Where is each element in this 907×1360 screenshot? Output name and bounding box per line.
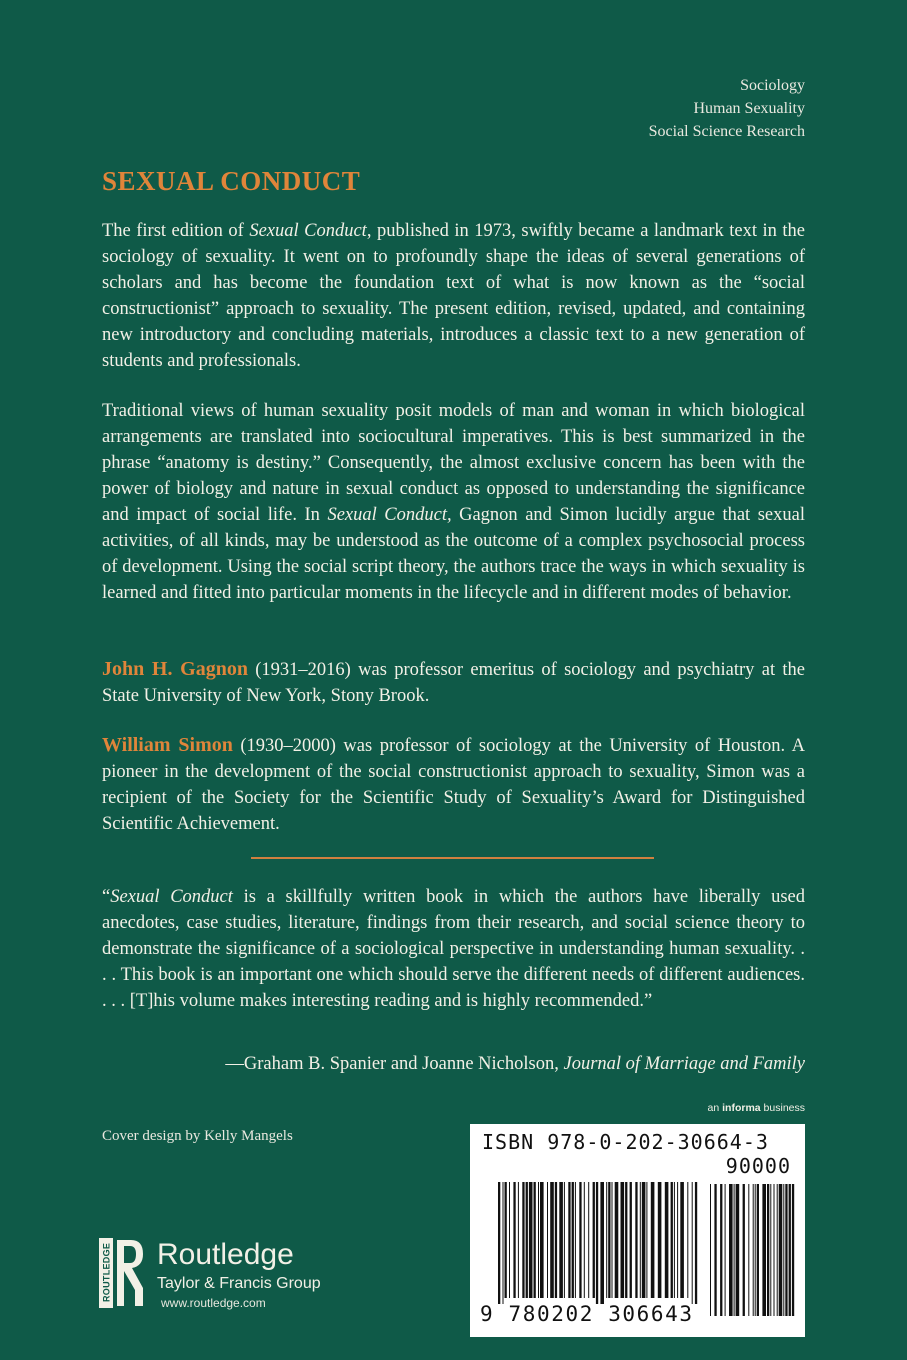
addon-bar: [762, 1184, 766, 1316]
review-quote: “Sexual Conduct is a skillfully written book in which the authors have liberally used anecdotes, case studies, literature, findings from their research, and social science theory to demonstrate the significance of a sociological perspective in understanding human sexuality. . . . This book is an important one which should serve the different needs of different audiences. . . . [T]his volume makes interesting reading and is highly recommended.”: [102, 887, 805, 1011]
author-bio-gagnon: John H. Gagnon (1931–2016) was professor emeritus of sociology and psychiatry at the State University of New York, Stony Brook.: [102, 658, 805, 706]
barcode-bar: [555, 1182, 557, 1298]
addon-bar: [783, 1184, 784, 1316]
barcode-bar: [612, 1182, 613, 1298]
barcode-bar: [522, 1182, 524, 1298]
addon-bar: [725, 1184, 726, 1316]
addon-bar: [777, 1184, 778, 1316]
barcode-bar: [498, 1182, 500, 1304]
informa-business-tag: an informa business: [707, 1102, 805, 1114]
addon-bar: [767, 1184, 769, 1316]
barcode-bar: [695, 1182, 697, 1304]
barcode-bar: [640, 1182, 641, 1298]
subject-human-sexuality: Human Sexuality: [693, 100, 805, 117]
addon-bar: [729, 1184, 733, 1316]
addon-bar: [755, 1184, 756, 1316]
barcode-bar: [534, 1182, 536, 1298]
author-name: John H. Gagnon: [102, 658, 248, 680]
barcode-bar: [572, 1182, 574, 1298]
barcode-bar: [593, 1182, 595, 1298]
cover-design-credit: Cover design by Kelly Mangels: [102, 1128, 293, 1144]
barcode-bar: [658, 1182, 662, 1298]
barcode-bar: [651, 1182, 655, 1298]
description-paragraph-1: The first edition of Sexual Conduct, published in 1973, swiftly became a landmark text in the sociology of sexuality. It went on to profoundly shape the ideas of several generations of scholars and has become the foundation text of what is now known as the “social constructionist” approach to sexuality. The present edition, revised, updated, and containing new introductory and concluding materials, introduces a classic text to a new generation of students and professionals.: [102, 221, 805, 371]
barcode-bar: [575, 1182, 576, 1298]
addon-bar: [736, 1184, 740, 1316]
subject-sociology: Sociology: [740, 77, 805, 94]
addon-bar: [734, 1184, 735, 1316]
barcode-bar: [526, 1182, 528, 1298]
barcode-bar: [579, 1182, 581, 1298]
ean-digits: 9 780202 306643: [480, 1302, 694, 1326]
addon-bar: [743, 1184, 745, 1316]
divider-rule: [251, 857, 654, 859]
barcode-bar: [615, 1182, 619, 1298]
barcode-bar: [547, 1182, 548, 1298]
subject-categories: [649, 74, 805, 143]
barcode-bar: [538, 1182, 539, 1298]
subject-social-science-research: Social Science Research: [648, 123, 805, 140]
barcode-bar: [674, 1182, 675, 1298]
book-title: SEXUAL CONDUCT: [102, 166, 361, 196]
author-bio-simon: William Simon (1930–2000) was professor of sociology at the University of Houston. A pioneer in the development of the social constructionist approach to sexuality, Simon was a recipient of the Society for the Scientific Study of Sexuality’s Award for Distinguished Scientific Achievement.: [102, 734, 805, 834]
barcode-bar: [665, 1182, 669, 1298]
barcode-bar: [529, 1182, 533, 1298]
barcode-bar: [608, 1182, 610, 1298]
addon-bar: [757, 1184, 759, 1316]
barcode-bar: [564, 1182, 565, 1298]
barcode-bar: [677, 1182, 678, 1298]
addon-bar: [785, 1184, 787, 1316]
barcode-bar: [692, 1182, 693, 1304]
routledge-logo: [99, 1238, 349, 1308]
addon-bar: [720, 1184, 722, 1316]
barcode-bar: [505, 1182, 507, 1298]
barcode-bar: [606, 1182, 607, 1298]
description-paragraph-2: Traditional views of human sexuality posit models of man and woman in which biological arrangements are translated into sociocultural imperatives. This is best summarized in the phrase “anatomy is destiny.” Consequently, the almost exclusive concern has been with the power of biology and nature in sexual conduct as opposed to understanding the significance and impact of social life. In Sexual Conduct, Gagnon and Simon lucidly argue that sexual activities, of all kinds, may be understood as the outcome of a complex psychosocial process of development. Using the social script theory, the authors trace the ways in which sexuality is learned and fitted into particular moments in the lifecycle and in different modes of behavior.: [102, 401, 805, 603]
isbn-barcode: [470, 1124, 805, 1337]
routledge-vertical-wordmark: ROUTLEDGE: [101, 1242, 112, 1302]
addon-bar: [774, 1184, 775, 1316]
addon-bar: [792, 1184, 794, 1316]
publisher-name: Routledge: [157, 1238, 294, 1271]
addon-bar: [770, 1184, 771, 1316]
barcode-bar: [550, 1182, 554, 1298]
barcode-bar: [596, 1182, 598, 1304]
barcode-bar: [621, 1182, 625, 1298]
barcode-bar: [646, 1182, 647, 1298]
addon-bar: [748, 1184, 749, 1316]
barcode-bar: [625, 1182, 627, 1298]
publisher-group: Taylor & Francis Group: [157, 1275, 321, 1292]
barcode-bar: [568, 1182, 570, 1298]
addon-bar: [714, 1184, 716, 1316]
barcode-bar: [687, 1182, 688, 1298]
barcode-bar: [600, 1182, 604, 1304]
barcode-bar: [559, 1182, 563, 1298]
barcode-bar: [630, 1182, 632, 1298]
author-name: William Simon: [102, 734, 233, 756]
review-attribution: —Graham B. Spanier and Joanne Nicholson, Journal of Marriage and Family: [225, 1054, 805, 1074]
barcode-bar: [671, 1182, 673, 1298]
barcode-bar: [509, 1182, 510, 1298]
barcode-bar: [635, 1182, 637, 1298]
addon-bar: [753, 1184, 754, 1316]
barcode-bar: [513, 1182, 515, 1298]
barcode-bar: [518, 1182, 519, 1298]
barcode-bar: [540, 1182, 544, 1298]
addon-bar: [710, 1184, 711, 1316]
barcode-bar: [680, 1182, 684, 1298]
routledge-r-mark-icon: [99, 1238, 145, 1308]
isbn-label: ISBN 978-0-202-30664-3: [482, 1130, 769, 1154]
barcode-bar: [584, 1182, 585, 1298]
price-code: 90000: [725, 1154, 791, 1178]
publisher-url[interactable]: www.routledge.com: [161, 1296, 266, 1310]
barcode-bar: [642, 1182, 646, 1298]
barcode-bar: [503, 1182, 504, 1304]
addon-bar: [789, 1184, 791, 1316]
addon-bar: [779, 1184, 783, 1316]
barcode-bar: [588, 1182, 589, 1298]
